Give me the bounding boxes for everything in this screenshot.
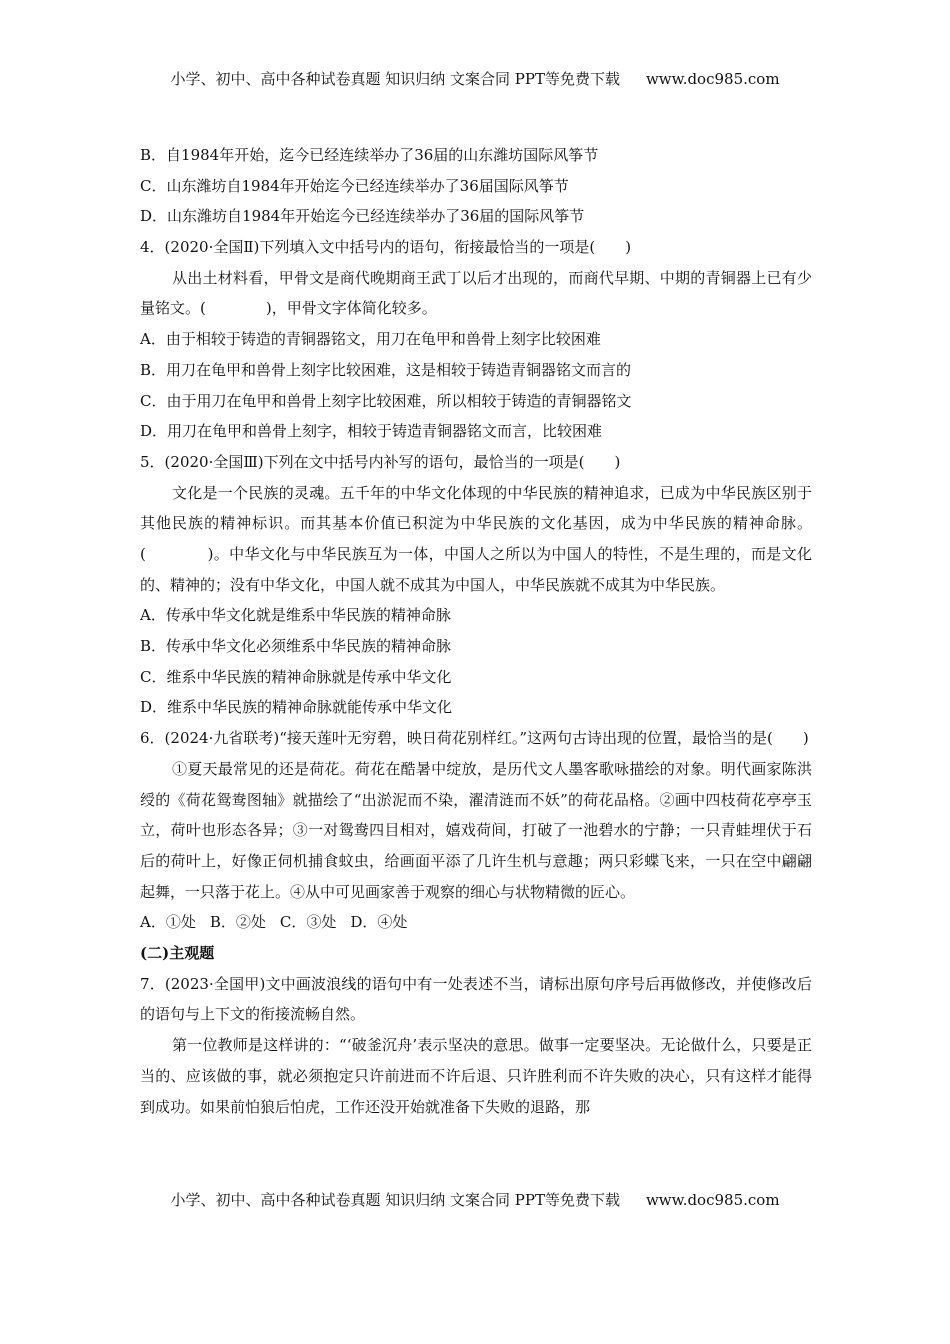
q6-option-b: B．②处 <box>209 913 266 932</box>
q5-stem: 5．(2020·全国Ⅲ)下列在文中括号内补写的语句，最恰当的一项是( ) <box>140 452 621 471</box>
footer-text: 小学、初中、高中各种试卷真题 知识归纳 文案合同 PPT等免费下载 <box>170 1191 620 1209</box>
q7-stem: 7．(2023·全国甲)文中画波浪线的语句中有一处表述不当，请标出原句序号后再做修改，并使修改后的语句与上下文的衔接流畅自然。 <box>140 974 812 1024</box>
q4-option-c: C．由于用刀在龟甲和兽骨上刻字比较困难，所以相较于铸造的青铜器铭文 <box>140 391 632 410</box>
q5-option-d: D．维系中华民族的精神命脉就能传承中华文化 <box>140 698 453 717</box>
q6-passage: ①夏天最常见的还是荷花。荷花在酷暑中绽放，是历代文人墨客歌咏描绘的对象。明代画家陈洪绶的《荷花鸳鸯图轴》就描绘了“出淤泥而不染，濯清涟而不妖”的荷花品格。②画中四枝荷花亭亭玉立，荷叶也形态各异；③一对鸳鸯四目相对，嬉戏荷间，打破了一池碧水的宁静；一只青蛙埋伏于石后的荷叶上，好像正伺机捕食蚊虫，给画面平添了几许生机与意趣；两只彩蝶飞来，一只在空中翩翩起舞，一只落于花上。④从中可见画家善于观察的细心与状物精微的匠心。 <box>140 759 812 901</box>
q6-options <box>140 907 812 938</box>
q3-option-d: D．山东潍坊自1984年开始迄今已经连续举办了36届的国际风筝节 <box>140 207 585 226</box>
document-body <box>140 140 812 1122</box>
page-header <box>0 68 950 89</box>
q6-stem: 6．(2024·九省联考)“接天莲叶无穷碧，映日荷花别样红。”这两句古诗出现的位置，最恰当的是( ) <box>140 729 809 748</box>
q6-option-d: D．④处 <box>350 913 408 932</box>
header-text: 小学、初中、高中各种试卷真题 知识归纳 文案合同 PPT等免费下载 <box>170 70 620 88</box>
q7-passage: 第一位教师是这样讲的：“‘破釜沉舟’表示坚决的意思。做事一定要坚决。无论做什么，只要是正当的、应该做的事，就必须抱定只许前进而不许后退、只许胜利而不许失败的决心，只有这样才能得到成功。如果前怕狼后怕虎，工作还没开始就准备下失败的退路，那 <box>140 1036 812 1116</box>
header-site: www.doc985.com <box>645 70 780 88</box>
q4-option-b: B．用刀在龟甲和兽骨上刻字比较困难，这是相较于铸造青铜器铭文而言的 <box>140 360 632 379</box>
page-footer <box>0 1189 950 1210</box>
q3-option-b: B．自1984年开始，迄今已经连续举办了36届的山东潍坊国际风筝节 <box>140 146 599 164</box>
q4-stem: 4．(2020·全国Ⅱ)下列填入文中括号内的语句，衔接最恰当的一项是( ) <box>140 238 632 257</box>
section-subjective-title: (二)主观题 <box>140 944 215 963</box>
q6-option-a: A．①处 <box>140 913 196 932</box>
q4-option-d: D．用刀在龟甲和兽骨上刻字，相较于铸造青铜器铭文而言，比较困难 <box>140 422 603 441</box>
q5-option-a: A．传承中华文化就是维系中华民族的精神命脉 <box>140 606 451 625</box>
q5-passage: 文化是一个民族的灵魂。五千年的中华文化体现的中华民族的精神追求，已成为中华民族区别于其他民族的精神标识。而其基本价值已积淀为中华民族的文化基因，成为中华民族的精神命脉。( )。中华文化与中华民族互为一体，中国人之所以为中国人的特性，不是生理的，而是文化的、精神的；没有中华文化，中国人就不成其为中国人，中华民族就不成其为中华民族。 <box>140 483 812 594</box>
q6-option-c: C．③处 <box>279 913 337 932</box>
q3-option-c: C．山东潍坊自1984年开始迄今已经连续举办了36届国际风筝节 <box>140 176 569 195</box>
q5-option-c: C．维系中华民族的精神命脉就是传承中华文化 <box>140 667 452 686</box>
q5-option-b: B．传承中华文化必须维系中华民族的精神命脉 <box>140 637 452 656</box>
q4-passage: 从出土材料看，甲骨文是商代晚期商王武丁以后才出现的，而商代早期、中期的青铜器上已有少量铭文。( )，甲骨文字体简化较多。 <box>140 268 812 318</box>
q4-option-a: A．由于相较于铸造的青铜器铭文，用刀在龟甲和兽骨上刻字比较困难 <box>140 330 601 349</box>
footer-site: www.doc985.com <box>645 1191 780 1209</box>
